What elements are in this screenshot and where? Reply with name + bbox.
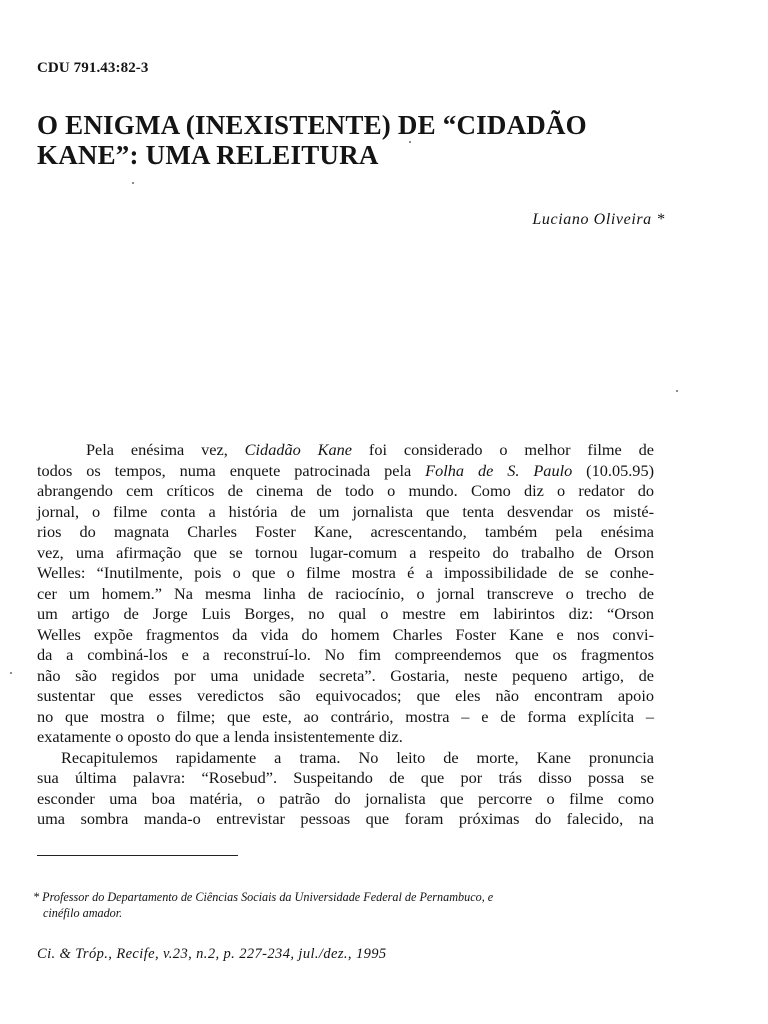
article-body: [37, 440, 654, 830]
journal-citation: Ci. & Tróp., Recife, v.23, n.2, p. 227-234, jul./dez., 1995: [37, 946, 387, 962]
text-line: [37, 768, 654, 789]
footnote-line-2: cinéfilo amador.: [43, 906, 123, 920]
paragraph-2: [37, 748, 654, 830]
scan-speck: [10, 672, 12, 674]
text-line: [37, 666, 654, 687]
text-run: abrangendo cem críticos de cinema de todo o mundo. Como diz o redator do: [37, 481, 654, 500]
text-run: não são regidos por uma unidade secreta”. Gostaria, neste pequeno artigo, de: [37, 665, 654, 685]
text-run: exatamente o oposto do que a lenda insistentemente diz.: [37, 727, 403, 746]
text-line: [37, 563, 654, 584]
text-run: Welles: “Inutilmente, pois o que o filme mostra é a impossibilidade de se conhe-: [37, 563, 654, 582]
footnote-separator: [37, 855, 238, 856]
text-run: esconder uma boa matéria, o patrão do jornalista que percorre o filme como: [37, 788, 654, 808]
title-line-1: O ENIGMA (INEXISTENTE) DE “CIDADÃO: [37, 110, 587, 140]
scan-speck: [409, 141, 411, 143]
text-run: rios do magnata Charles Foster Kane, acrescentando, também pela enésima: [37, 522, 654, 541]
italic-title: Folha de S. Paulo: [425, 460, 573, 480]
text-run: da a combiná-los e a reconstruí-lo. No fim compreendemos que os fragmentos: [37, 645, 654, 664]
footnote: [33, 889, 663, 921]
text-line: [37, 522, 654, 543]
text-run: Welles expõe fragmentos da vida do homem Charles Foster Kane e nos convi-: [37, 624, 654, 644]
scan-speck: [132, 182, 134, 184]
text-line: [37, 707, 654, 728]
italic-title: Cidadão Kane: [244, 440, 353, 459]
text-run: Pela enésima vez,: [86, 440, 245, 459]
text-line: [37, 584, 654, 605]
text-line: [37, 543, 654, 564]
text-run: sustentar que esses veredictos são equivocados; que eles não encontram apoio: [37, 686, 654, 705]
text-line: [37, 604, 654, 625]
title-line-2: KANE”: UMA RELEITURA: [37, 140, 379, 170]
text-line: [37, 645, 654, 666]
paragraph-1: [37, 440, 654, 748]
text-line: [37, 748, 654, 769]
text-line: [37, 686, 654, 707]
text-line: [37, 727, 654, 748]
text-line: [37, 461, 654, 482]
text-line: [37, 789, 654, 810]
text-run: no que mostra o filme; que este, ao contrário, mostra – e de forma explícita –: [37, 706, 654, 726]
author-name: Luciano Oliveira *: [532, 211, 665, 228]
text-run: uma sombra manda-o entrevistar pessoas que foram próximas do falecido, na: [37, 809, 654, 828]
footnote-line-1: * Professor do Departamento de Ciências Sociais da Universidade Federal de Pernambuco, e: [33, 890, 494, 904]
text-run: vez, uma afirmação que se tornou lugar-comum a respeito do trabalho de Orson: [37, 542, 654, 562]
text-line: [37, 625, 654, 646]
scan-speck: [676, 390, 678, 392]
cdu-classification: CDU 791.43:82-3: [37, 60, 149, 76]
text-run: foi considerado o melhor filme de: [352, 440, 655, 459]
text-line: [37, 440, 654, 461]
text-run: (10.05.95): [572, 460, 655, 480]
text-run: sua última palavra: “Rosebud”. Suspeitando de que por trás disso possa se: [37, 768, 654, 787]
text-run: um artigo de Jorge Luis Borges, no qual o mestre em labirintos diz: “Orson: [37, 604, 654, 623]
text-run: Recapitulemos rapidamente a trama. No leito de morte, Kane pronuncia: [61, 747, 654, 767]
text-line: [37, 481, 654, 502]
text-run: todos os tempos, numa enquete patrocinada pela: [37, 460, 426, 480]
text-run: cer um homem.” Na mesma linha de raciocínio, o jornal transcreve o trecho de: [37, 583, 654, 603]
article-title: [37, 110, 637, 170]
text-line: [37, 502, 654, 523]
text-line: [37, 809, 654, 830]
text-run: jornal, o filme conta a história de um jornalista que tenta desvendar os misté-: [37, 501, 654, 521]
